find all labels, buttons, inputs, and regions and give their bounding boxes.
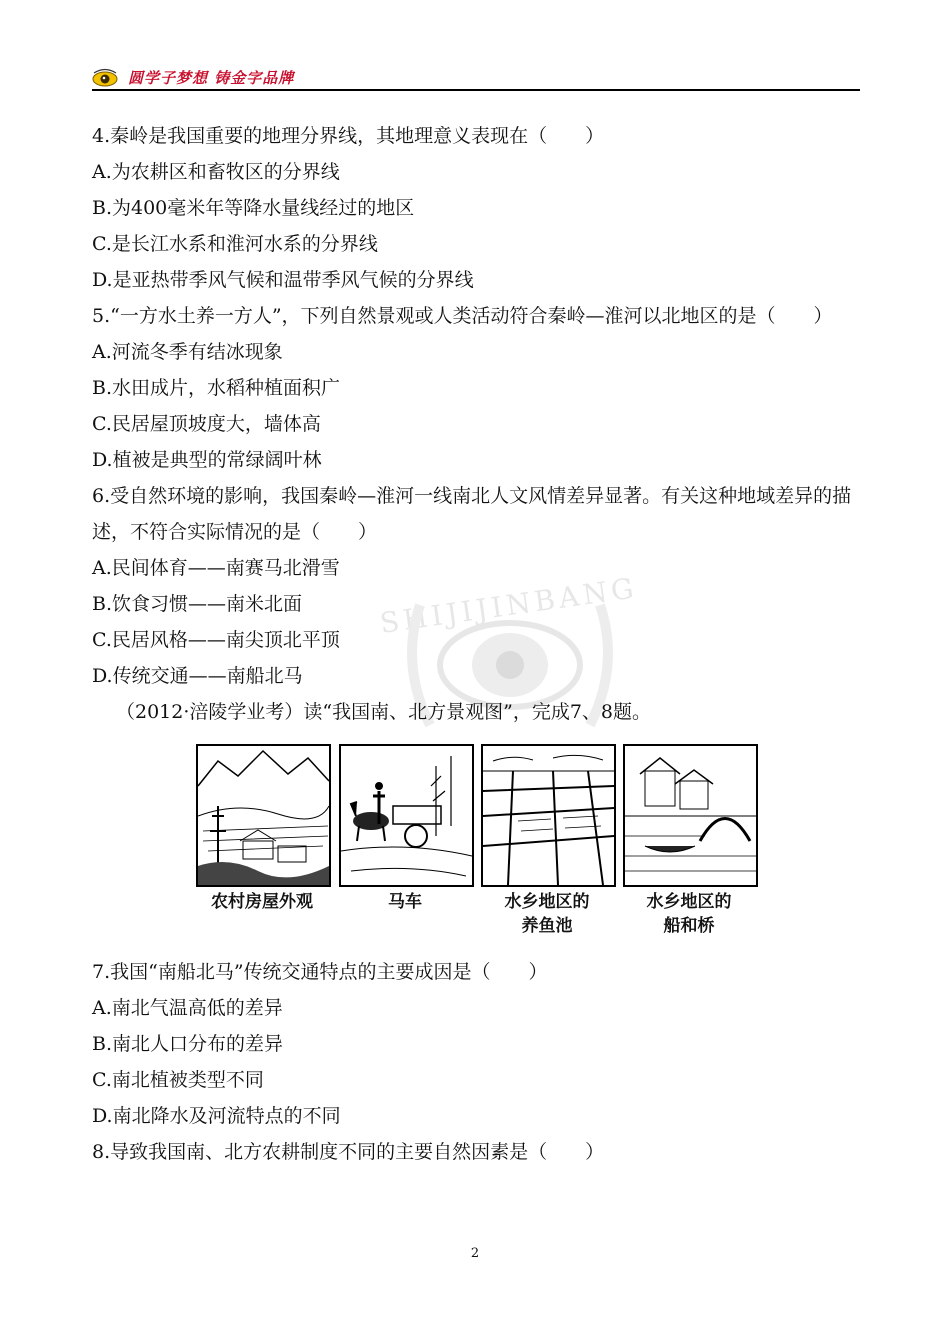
- horse-cart-image: [339, 744, 474, 887]
- q6-stem: 6.受自然环境的影响，我国秦岭—淮河一线南北人文风情差异显著。有关这种地域差异的描述，不符合实际情况的是（ ）: [92, 485, 852, 543]
- q5-option-c: C.民居屋顶坡度大，墙体高: [92, 413, 321, 435]
- page-content: [92, 118, 862, 1170]
- landscape-figure: [196, 744, 756, 944]
- q8-stem: 8.导致我国南、北方农耕制度不同的主要自然因素是（ ）: [92, 1141, 605, 1163]
- page-number: 2: [470, 1246, 480, 1261]
- header-slogan: 圆学子梦想 铸金字品牌: [128, 69, 295, 87]
- q4-option-c: C.是长江水系和淮河水系的分界线: [92, 233, 378, 255]
- q7-stem: 7.我国“南船北马”传统交通特点的主要成因是（ ）: [92, 961, 548, 983]
- q7-option-a: A.南北气温高低的差异: [92, 997, 283, 1019]
- caption-horse-cart: 马车: [388, 892, 422, 912]
- rural-houses-image: [196, 744, 331, 887]
- q7-option-c: C.南北植被类型不同: [92, 1069, 264, 1091]
- boat-bridge-image: [623, 744, 758, 887]
- eye-logo-icon: [92, 68, 118, 88]
- q5-option-b: B.水田成片，水稻种植面积广: [92, 377, 341, 399]
- q6-option-d: D.传统交通——南船北马: [92, 665, 303, 687]
- header-rule: [92, 89, 860, 91]
- watermark-text: SHIJIJINBANG: [377, 571, 640, 640]
- q6-option-c: C.民居风格——南尖顶北平顶: [92, 629, 340, 651]
- caption-fish-ponds: 水乡地区的养鱼池: [504, 892, 590, 936]
- q6-option-b: B.饮食习惯——南米北面: [92, 593, 303, 615]
- figure-intro: （2012·涪陵学业考）读“我国南、北方景观图”，完成7、8题。: [116, 701, 651, 723]
- q5-option-d: D.植被是典型的常绿阔叶林: [92, 449, 322, 471]
- q4-stem: 4.秦岭是我国重要的地理分界线，其地理意义表现在（ ）: [92, 125, 605, 147]
- q4-option-d: D.是亚热带季风气候和温带季风气候的分界线: [92, 269, 474, 291]
- page-header: [92, 64, 860, 92]
- q7-option-d: D.南北降水及河流特点的不同: [92, 1105, 341, 1127]
- caption-boat-bridge: 水乡地区的船和桥: [646, 892, 732, 936]
- caption-rural-houses: 农村房屋外观: [211, 892, 313, 912]
- q4-option-a: A.为农耕区和畜牧区的分界线: [92, 161, 340, 183]
- q6-option-a: A.民间体育——南赛马北滑雪: [92, 557, 340, 579]
- q5-option-a: A.河流冬季有结冰现象: [92, 341, 283, 363]
- q7-option-b: B.南北人口分布的差异: [92, 1033, 284, 1055]
- fish-ponds-image: [481, 744, 616, 887]
- q4-option-b: B.为400毫米年等降水量线经过的地区: [92, 197, 415, 219]
- q5-stem: 5.“一方水土养一方人”，下列自然景观或人类活动符合秦岭—淮河以北地区的是（ ）: [92, 305, 833, 327]
